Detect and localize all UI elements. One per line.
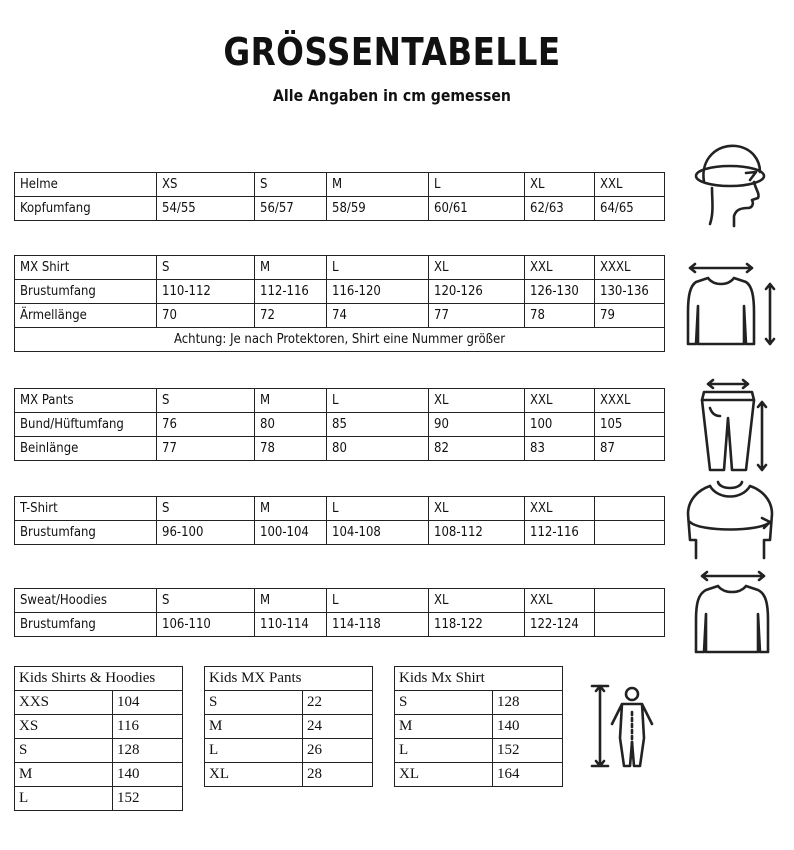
sweat-hoodies-size-table <box>14 588 665 637</box>
table-cell: S <box>395 691 493 715</box>
table-cell: XL <box>429 589 525 613</box>
table-cell: 80 <box>255 413 327 437</box>
table-cell: XL <box>205 763 303 787</box>
child-measure-icon <box>586 682 666 772</box>
table-row <box>15 413 665 437</box>
kids-shirts-hoodies-table <box>14 666 183 811</box>
table-cell: 130-136 <box>595 280 665 304</box>
fit-note: Achtung: Je nach Protektoren, Shirt eine Nummer größer <box>15 328 665 352</box>
table-cell: T-Shirt <box>15 497 157 521</box>
table-cell <box>595 497 665 521</box>
table-cell: XS <box>15 715 113 739</box>
table-cell: L <box>327 256 429 280</box>
table-cell: 83 <box>525 437 595 461</box>
table-row <box>205 763 373 787</box>
table-cell: M <box>15 763 113 787</box>
table-cell: M <box>255 389 327 413</box>
table-cell: 96-100 <box>157 521 255 545</box>
table-cell: 79 <box>595 304 665 328</box>
table-title: Kids MX Pants <box>205 667 373 691</box>
sweatshirt-icon <box>688 570 776 660</box>
table-cell: L <box>15 787 113 811</box>
table-cell: L <box>327 497 429 521</box>
table-cell: S <box>157 497 255 521</box>
table-cell <box>595 589 665 613</box>
table-cell: 74 <box>327 304 429 328</box>
table-row <box>15 613 665 637</box>
table-row <box>395 739 563 763</box>
table-cell: 128 <box>113 739 183 763</box>
table-cell: 116-120 <box>327 280 429 304</box>
table-cell: M <box>255 497 327 521</box>
kids-mx-shirt-table <box>394 666 563 787</box>
table-cell: L <box>395 739 493 763</box>
table-cell: 22 <box>303 691 373 715</box>
table-cell: 90 <box>429 413 525 437</box>
table-cell: 72 <box>255 304 327 328</box>
table-cell: M <box>327 173 429 197</box>
page-title: GRÖSSENTABELLE <box>223 30 561 74</box>
table-cell: XL <box>429 389 525 413</box>
table-cell: Sweat/Hoodies <box>15 589 157 613</box>
mx-shirt-size-table <box>14 255 665 352</box>
table-cell: 77 <box>157 437 255 461</box>
table-row <box>395 763 563 787</box>
table-cell: 112-116 <box>255 280 327 304</box>
table-row <box>395 715 563 739</box>
table-row <box>15 437 665 461</box>
table-header-row <box>205 667 373 691</box>
table-cell: L <box>205 739 303 763</box>
table-cell: M <box>255 256 327 280</box>
table-row <box>15 763 183 787</box>
table-cell: 112-116 <box>525 521 595 545</box>
table-cell: 28 <box>303 763 373 787</box>
table-cell: XL <box>429 497 525 521</box>
table-header-row <box>15 389 665 413</box>
table-cell: 82 <box>429 437 525 461</box>
table-cell: L <box>327 389 429 413</box>
table-cell: 60/61 <box>429 197 525 221</box>
table-cell: XXL <box>525 389 595 413</box>
table-note-row <box>15 328 665 352</box>
table-cell: S <box>255 173 327 197</box>
table-title: Kids Shirts & Hoodies <box>15 667 183 691</box>
table-cell: S <box>157 389 255 413</box>
table-cell: S <box>205 691 303 715</box>
helmet-size-table <box>14 172 665 221</box>
table-title: Kids Mx Shirt <box>395 667 563 691</box>
table-cell: S <box>157 589 255 613</box>
table-cell: XXL <box>525 497 595 521</box>
table-cell: 56/57 <box>255 197 327 221</box>
table-cell: 106-110 <box>157 613 255 637</box>
table-cell: 116 <box>113 715 183 739</box>
table-cell: M <box>205 715 303 739</box>
table-cell: 62/63 <box>525 197 595 221</box>
table-cell: XL <box>429 256 525 280</box>
table-cell: 114-118 <box>327 613 429 637</box>
table-cell: 78 <box>525 304 595 328</box>
table-cell: XXL <box>525 256 595 280</box>
table-cell: L <box>327 589 429 613</box>
table-cell: Brustumfang <box>15 280 157 304</box>
table-cell: 110-114 <box>255 613 327 637</box>
tshirt-size-table <box>14 496 665 545</box>
table-cell: 80 <box>327 437 429 461</box>
table-cell: Helme <box>15 173 157 197</box>
table-cell: Bund/Hüftumfang <box>15 413 157 437</box>
table-row <box>205 715 373 739</box>
table-cell: Brustumfang <box>15 521 157 545</box>
table-cell: 100-104 <box>255 521 327 545</box>
table-header-row <box>15 667 183 691</box>
table-cell: XXS <box>15 691 113 715</box>
table-cell: 87 <box>595 437 665 461</box>
table-row <box>15 521 665 545</box>
table-cell: 105 <box>595 413 665 437</box>
table-row <box>395 691 563 715</box>
table-cell: 108-112 <box>429 521 525 545</box>
tshirt-chest-icon <box>680 478 780 566</box>
table-cell: XXXL <box>595 256 665 280</box>
table-cell: 118-122 <box>429 613 525 637</box>
table-row <box>15 787 183 811</box>
kids-mx-pants-table <box>204 666 373 787</box>
table-cell: 140 <box>493 715 563 739</box>
pants-icon <box>696 378 768 476</box>
table-row <box>205 739 373 763</box>
table-cell: 100 <box>525 413 595 437</box>
table-header-row <box>15 173 665 197</box>
table-cell: M <box>255 589 327 613</box>
table-row <box>15 304 665 328</box>
table-row <box>15 197 665 221</box>
page-subtitle: Alle Angaben in cm gemessen <box>273 86 511 105</box>
table-header-row <box>15 256 665 280</box>
table-cell: 78 <box>255 437 327 461</box>
table-cell: MX Pants <box>15 389 157 413</box>
table-cell: 104 <box>113 691 183 715</box>
table-cell: 70 <box>157 304 255 328</box>
table-cell: MX Shirt <box>15 256 157 280</box>
table-cell: XXL <box>525 589 595 613</box>
helmet-head-icon <box>690 138 770 230</box>
table-cell: S <box>15 739 113 763</box>
table-cell: 76 <box>157 413 255 437</box>
long-sleeve-shirt-icon <box>682 262 780 352</box>
table-header-row <box>15 589 665 613</box>
table-row <box>15 715 183 739</box>
table-cell: S <box>157 256 255 280</box>
table-cell: 126-130 <box>525 280 595 304</box>
table-cell: 64/65 <box>595 197 665 221</box>
table-cell: 77 <box>429 304 525 328</box>
table-cell: 122-124 <box>525 613 595 637</box>
table-cell: Kopfumfang <box>15 197 157 221</box>
table-cell: XL <box>395 763 493 787</box>
table-cell: 152 <box>113 787 183 811</box>
table-cell: XXXL <box>595 389 665 413</box>
table-cell: XXL <box>595 173 665 197</box>
table-cell: 128 <box>493 691 563 715</box>
table-cell: 110-112 <box>157 280 255 304</box>
table-cell: 26 <box>303 739 373 763</box>
table-row <box>15 739 183 763</box>
table-cell: 140 <box>113 763 183 787</box>
table-cell: 85 <box>327 413 429 437</box>
table-cell: 104-108 <box>327 521 429 545</box>
table-row <box>205 691 373 715</box>
table-cell <box>595 613 665 637</box>
table-cell: Beinlänge <box>15 437 157 461</box>
table-row <box>15 280 665 304</box>
table-row <box>15 691 183 715</box>
table-cell: 58/59 <box>327 197 429 221</box>
table-header-row <box>395 667 563 691</box>
table-cell: 164 <box>493 763 563 787</box>
mx-pants-size-table <box>14 388 665 461</box>
table-cell: 54/55 <box>157 197 255 221</box>
table-cell: L <box>429 173 525 197</box>
table-cell: 120-126 <box>429 280 525 304</box>
table-cell: XS <box>157 173 255 197</box>
table-header-row <box>15 497 665 521</box>
table-cell: Ärmellänge <box>15 304 157 328</box>
table-cell: 24 <box>303 715 373 739</box>
table-cell: M <box>395 715 493 739</box>
table-cell: Brustumfang <box>15 613 157 637</box>
table-cell <box>595 521 665 545</box>
table-cell: 152 <box>493 739 563 763</box>
table-cell: XL <box>525 173 595 197</box>
